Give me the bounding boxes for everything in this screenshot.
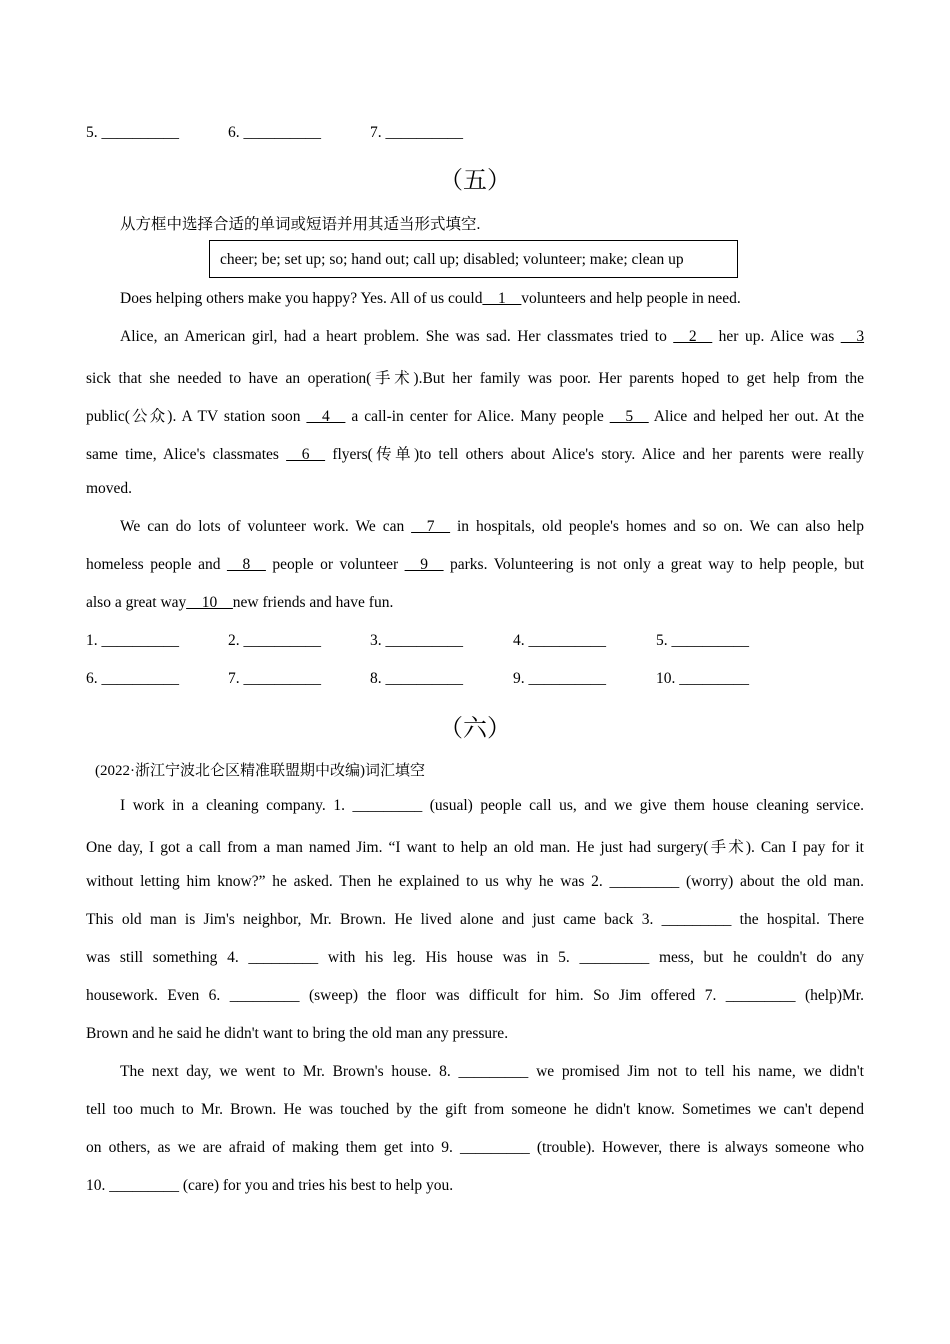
passage5-line-1: Does helping others make you happy? Yes. All of us could__1__volunteers and help people in need. bbox=[120, 290, 741, 307]
blank-7: 7. __________ bbox=[370, 124, 463, 141]
passage6-line-2: One day, I got a call from a man named Jim. “I want to help an old man. He just had surgery(手术). Can I pay for it bbox=[86, 839, 864, 856]
top-answer-blanks bbox=[86, 124, 864, 144]
word-box: cheer; be; set up; so; hand out; call up; disabled; volunteer; make; clean up bbox=[209, 240, 738, 278]
answer-blank: 2. __________ bbox=[228, 632, 321, 649]
answer-blank: 10. _________ bbox=[656, 670, 749, 687]
passage6-line-9: tell too much to Mr. Brown. He was touched by the gift from someone he didn't know. Sometimes we can't depend bbox=[86, 1101, 864, 1118]
gap-6: __6__ bbox=[286, 446, 326, 463]
passage5-line-3: sick that she needed to have an operation(手术).But her family was poor. Her parents hoped to get help from the bbox=[86, 370, 864, 387]
section-6-source: (2022·浙江宁波北仑区精准联盟期中改编)词汇填空 bbox=[95, 763, 425, 779]
passage6-line-4: This old man is Jim's neighbor, Mr. Brown. He lived alone and just came back 3. _________ the hospital. There bbox=[86, 911, 864, 928]
passage5-line-4: public(公众). A TV station soon __4__ a call-in center for Alice. Many people __5__ Alice and helped her out. At the bbox=[86, 408, 865, 425]
passage5-line-8: homeless people and __8__ people or volunteer __9__ parks. Volunteering is not only a great way to help people, but bbox=[86, 556, 865, 573]
passage6-line-3: without letting him know?” he asked. Then he explained to us why he was 2. _________ (worry) about the old man. bbox=[86, 873, 864, 890]
passage6-line-6: housework. Even 6. _________ (sweep) the floor was difficult for him. So Jim offered 7. _________ (help)Mr. bbox=[86, 987, 864, 1004]
gap-3: __3 bbox=[840, 328, 865, 345]
answer-blank: 5. __________ bbox=[656, 632, 749, 649]
passage5-line-5: same time, Alice's classmates __6__ flyers(传单)to tell others about Alice's story. Alice and her parents were really bbox=[86, 446, 865, 463]
passage6-line-11: 10. _________ (care) for you and tries his best to help you. bbox=[86, 1177, 454, 1194]
passage5-line-9: also a great way__10__new friends and have fun. bbox=[86, 594, 394, 611]
section-5-heading: （五） bbox=[439, 168, 511, 194]
answer-blank: 6. __________ bbox=[86, 670, 179, 687]
passage5-line-7: We can do lots of volunteer work. We can __7__ in hospitals, old people's homes and so on. We can also help bbox=[120, 518, 865, 535]
gap-5: __5__ bbox=[609, 408, 649, 425]
passage6-line-7: Brown and he said he didn't want to bring the old man any pressure. bbox=[86, 1025, 509, 1042]
answer-row-1 bbox=[86, 632, 864, 652]
answer-row-2 bbox=[86, 670, 864, 690]
passage6-line-10: on others, as we are afraid of making them get into 9. _________ (trouble). However, there is always someone who bbox=[86, 1139, 864, 1156]
blank-5: 5. __________ bbox=[86, 124, 179, 141]
passage6-line-1: I work in a cleaning company. 1. _________ (usual) people call us, and we give them house cleaning service. bbox=[120, 797, 864, 814]
passage5-line-2: Alice, an American girl, had a heart problem. She was sad. Her classmates tried to __2__ her up. Alice was __3 bbox=[120, 328, 865, 345]
answer-blank: 3. __________ bbox=[370, 632, 463, 649]
answer-blank: 9. __________ bbox=[513, 670, 606, 687]
gap-1: __1__ bbox=[482, 290, 522, 307]
gap-4: __4__ bbox=[306, 408, 346, 425]
gap-8: __8__ bbox=[227, 556, 266, 573]
passage5-line-6: moved. bbox=[86, 480, 133, 497]
section-5-instruction: 从方框中选择合适的单词或短语并用其适当形式填空. bbox=[120, 216, 481, 233]
gap-7: __7__ bbox=[411, 518, 450, 535]
answer-blank: 7. __________ bbox=[228, 670, 321, 687]
answer-blank: 1. __________ bbox=[86, 632, 179, 649]
answer-blank: 8. __________ bbox=[370, 670, 463, 687]
gap-2: __2__ bbox=[673, 328, 713, 345]
gap-9: __9__ bbox=[404, 556, 444, 573]
blank-6: 6. __________ bbox=[228, 124, 321, 141]
passage6-line-5: was still something 4. _________ with his leg. His house was in 5. _________ mess, but he couldn't do any bbox=[86, 949, 864, 966]
section-6-heading: （六） bbox=[439, 716, 511, 742]
passage6-line-8: The next day, we went to Mr. Brown's house. 8. _________ we promised Jim not to tell his name, we didn't bbox=[120, 1063, 864, 1080]
gap-10: __10__ bbox=[186, 594, 233, 611]
answer-blank: 4. __________ bbox=[513, 632, 606, 649]
